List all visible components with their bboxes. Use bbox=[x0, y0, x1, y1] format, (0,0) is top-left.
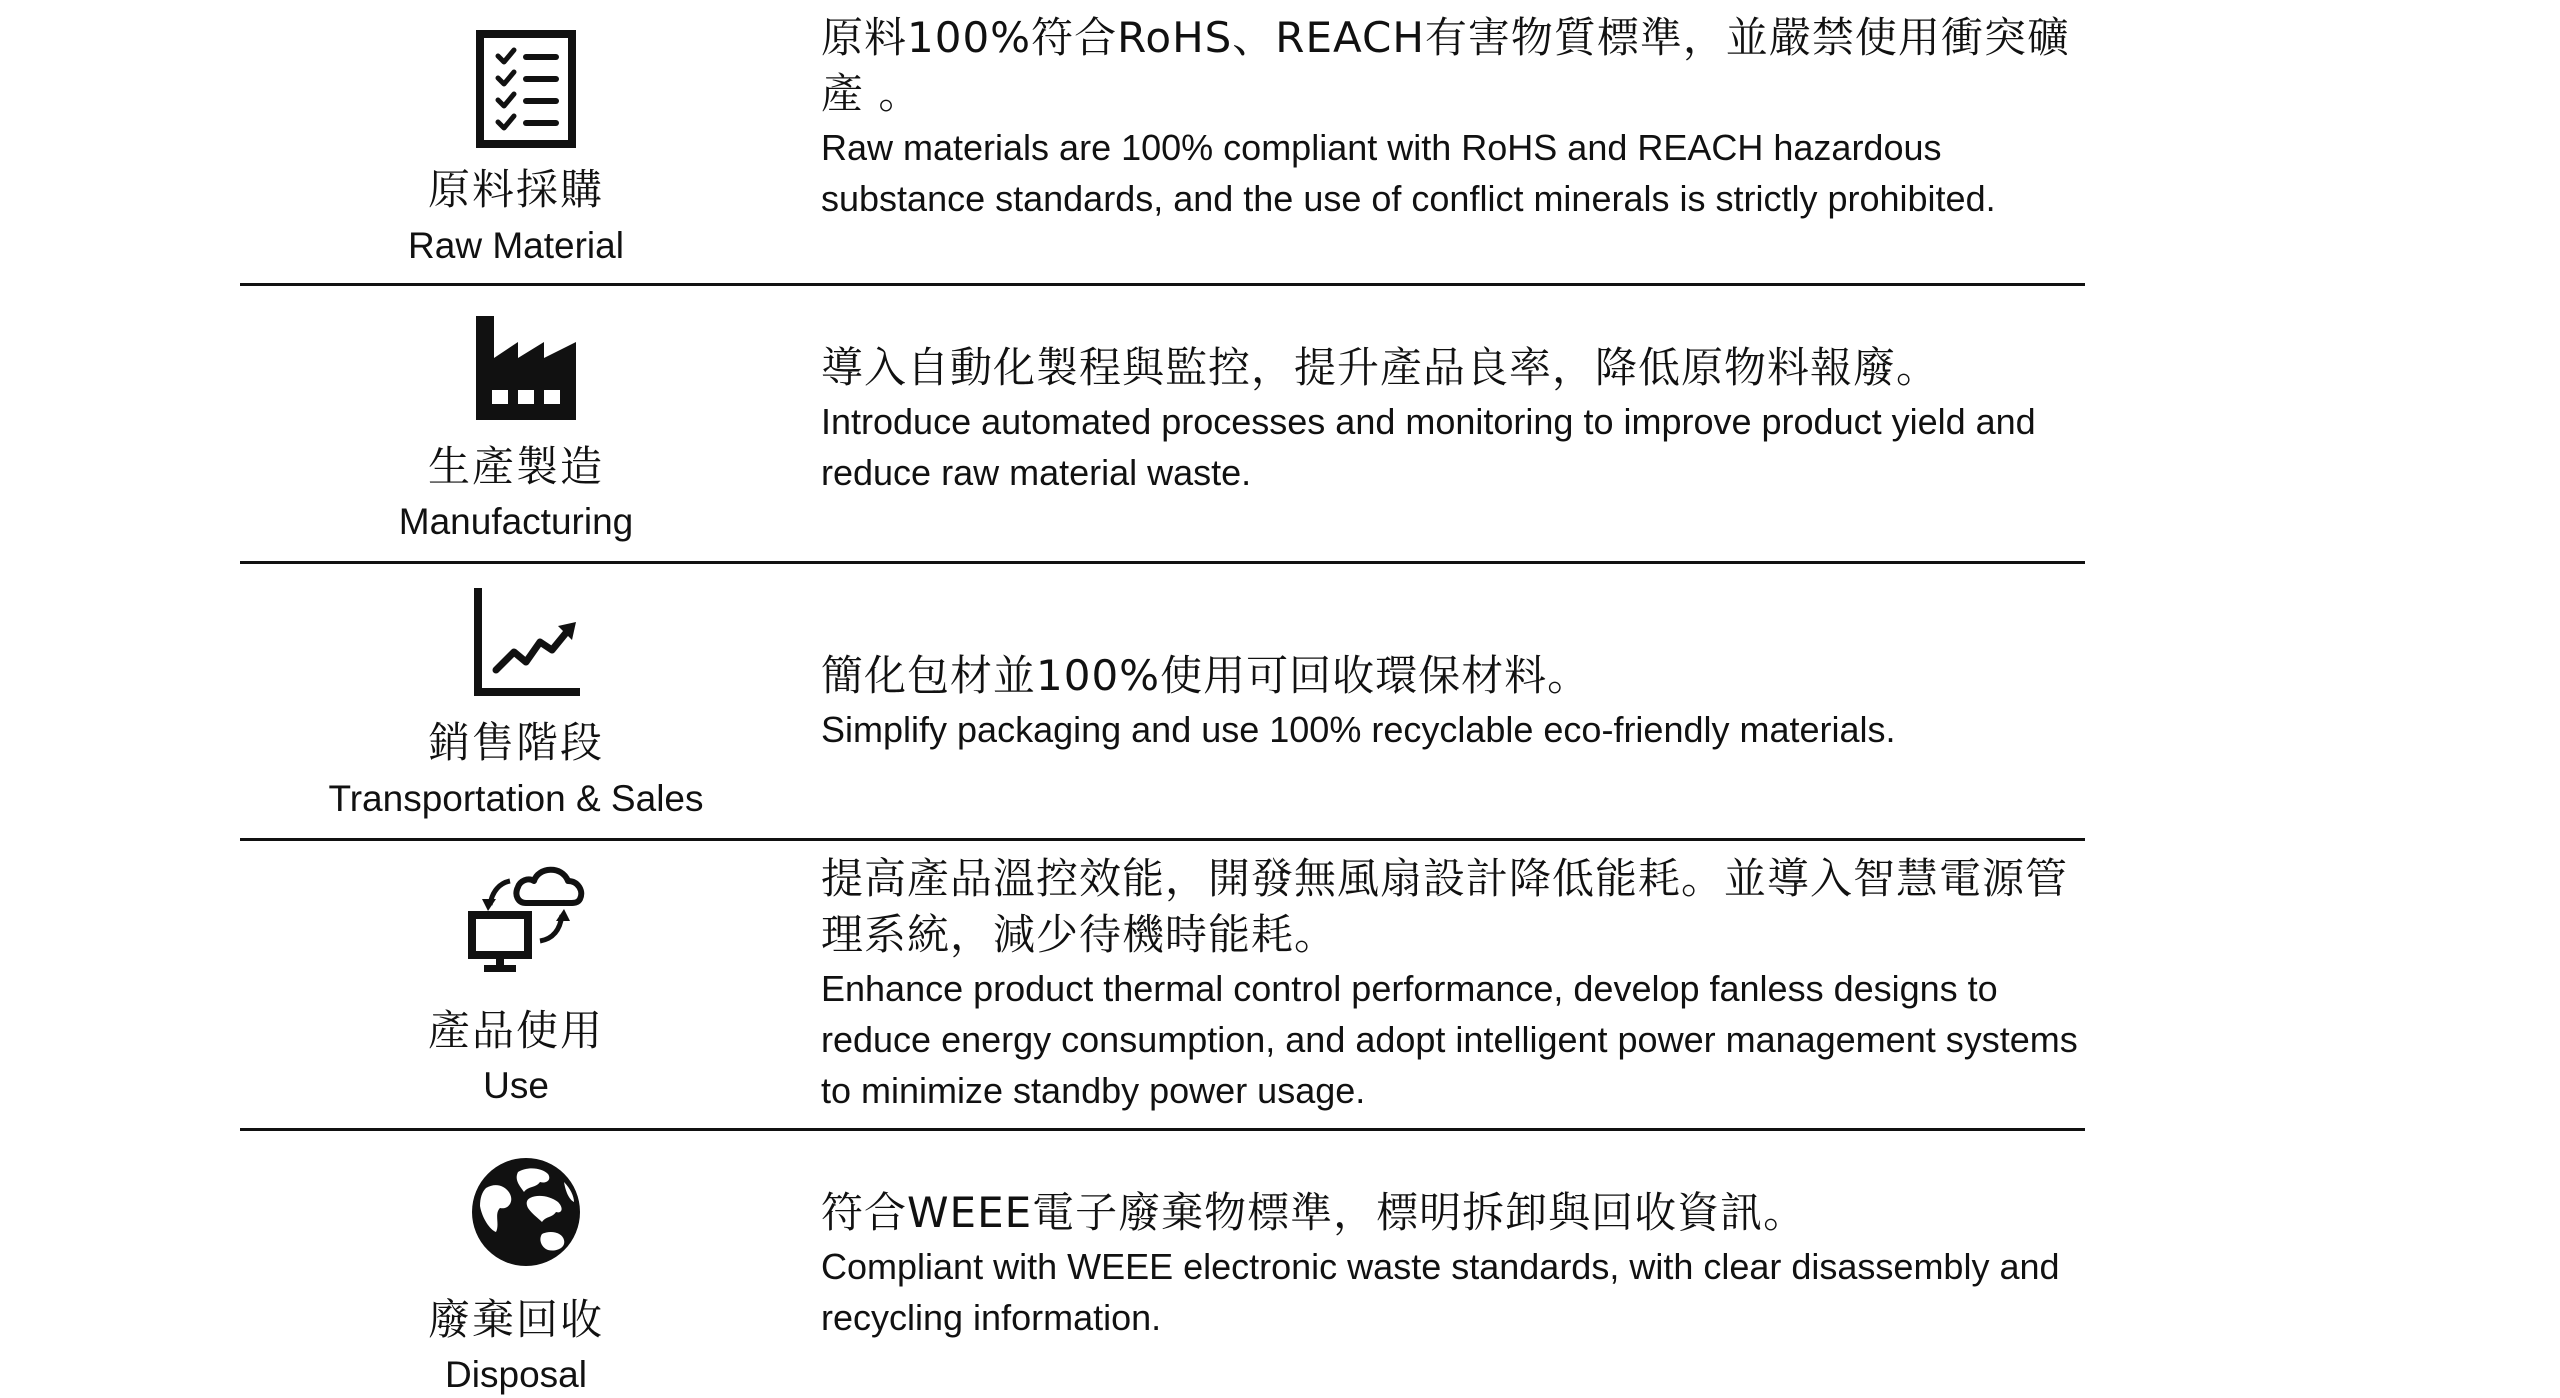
stage-name-en: Manufacturing bbox=[398, 501, 634, 542]
stage-name-zh: 銷售階段 bbox=[427, 718, 604, 767]
stage-cell bbox=[240, 0, 792, 283]
description-en: Introduce automated processes and monitoring to improve product yield and reduce raw material waste. bbox=[821, 401, 2036, 493]
description-zh: 導入自動化製程與監控，提升產品良率，降低原物料報廢。 bbox=[821, 343, 1940, 392]
trend-chart-icon bbox=[466, 582, 586, 702]
description-en: Compliant with WEEE electronic waste standards, with clear disassembly and recycling information. bbox=[821, 1246, 2060, 1338]
stage-name-zh: 產品使用 bbox=[427, 1006, 604, 1055]
stage-description bbox=[821, 340, 2091, 498]
lifecycle-row-raw-material bbox=[240, 0, 2085, 283]
description-zh: 提高產品溫控效能，開發無風扇設計降低能耗。並導入智慧電源管理系統，減少待機時能耗。 bbox=[821, 854, 2069, 959]
stage-description bbox=[821, 648, 2091, 755]
stage-name-en: Transportation & Sales bbox=[328, 778, 704, 819]
lifecycle-row-transportation-sales bbox=[240, 564, 2085, 839]
description-en: Enhance product thermal control performance, develop fanless designs to reduce energy consumption, and adopt intelligent power management systems to minimize standby power usage. bbox=[821, 968, 2078, 1111]
description-zh: 符合WEEE電子廢棄物標準，標明拆卸與回收資訊。 bbox=[821, 1188, 1807, 1237]
description-zh: 簡化包材並100%使用可回收環保材料。 bbox=[821, 651, 1591, 700]
stage-name-en: Disposal bbox=[445, 1354, 587, 1395]
stage-cell bbox=[240, 841, 792, 1129]
stage-cell bbox=[240, 286, 792, 562]
lifecycle-row-disposal bbox=[240, 1131, 2085, 1395]
globe-icon bbox=[466, 1152, 586, 1272]
stage-name-zh: 廢棄回收 bbox=[427, 1295, 604, 1344]
factory-icon bbox=[466, 308, 586, 428]
stage-description bbox=[821, 851, 2091, 1116]
stage-description bbox=[821, 10, 2091, 224]
lifecycle-row-use bbox=[240, 841, 2085, 1129]
stage-name-zh: 生產製造 bbox=[427, 442, 604, 491]
stage-cell bbox=[240, 1131, 792, 1395]
checklist-icon bbox=[466, 28, 586, 148]
stage-name-zh: 原料採購 bbox=[427, 165, 604, 214]
stage-name-en: Raw Material bbox=[408, 225, 624, 266]
description-en: Raw materials are 100% compliant with RoHS and REACH hazardous substance standards, and the use of conflict minerals is strictly prohibited. bbox=[821, 127, 1996, 219]
stage-cell bbox=[240, 564, 792, 839]
description-en: Simplify packaging and use 100% recyclable eco-friendly materials. bbox=[821, 709, 1896, 750]
lifecycle-row-manufacturing bbox=[240, 286, 2085, 562]
description-zh: 原料100%符合RoHS、REACH有害物質標準，並嚴禁使用衝突礦產 。 bbox=[821, 13, 2070, 118]
stage-name-en: Use bbox=[483, 1065, 549, 1106]
cloud-computer-sync-icon bbox=[466, 855, 586, 975]
stage-description bbox=[821, 1185, 2091, 1343]
